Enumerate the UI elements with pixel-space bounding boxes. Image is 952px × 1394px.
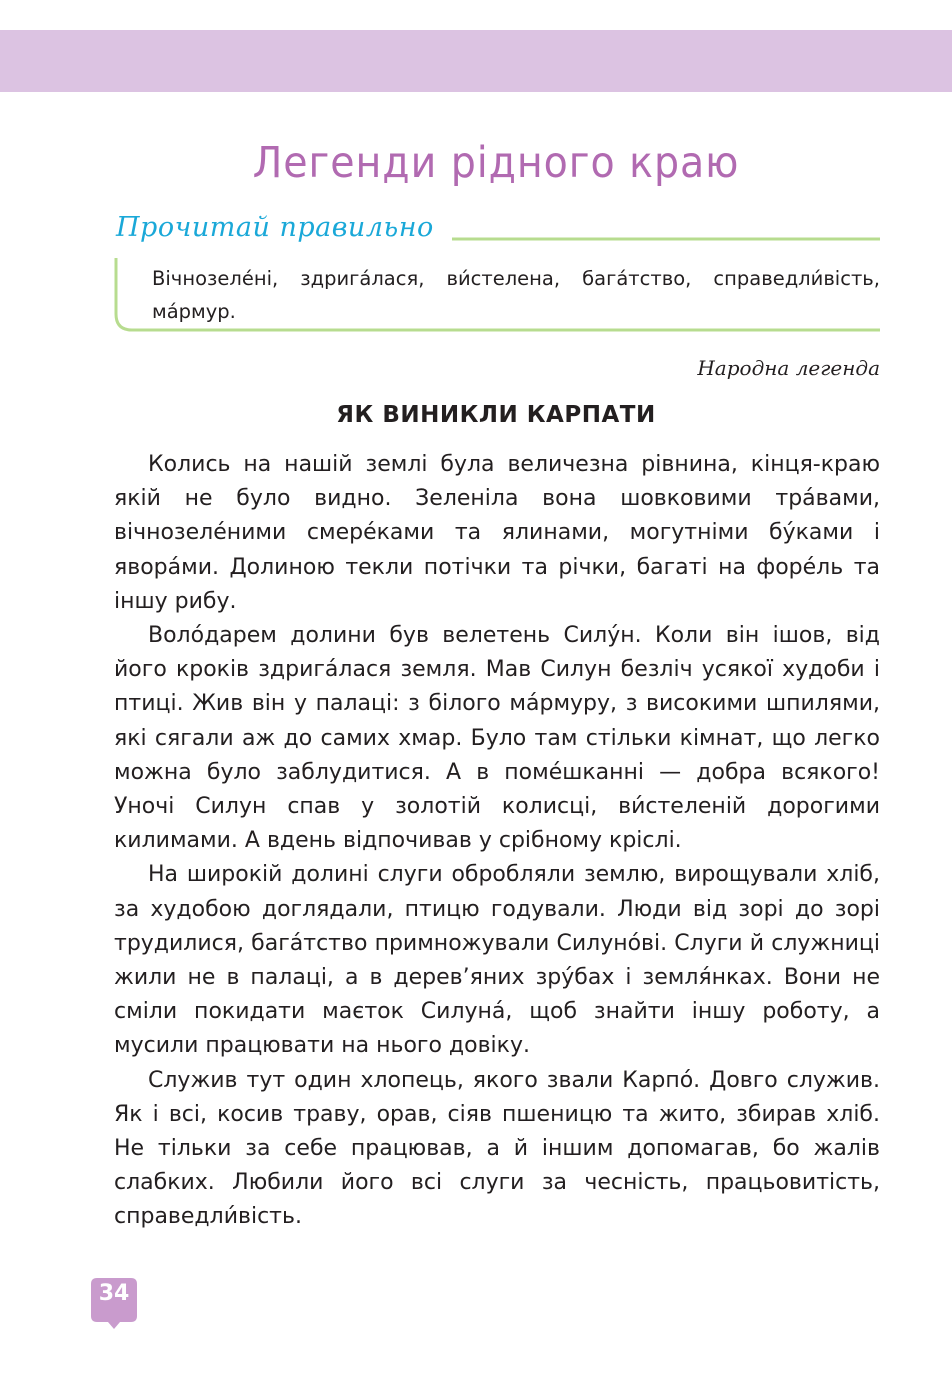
read-words-list: Вічнозеле́ні, здрига́лася, ви́стелена, бага́тство, справедли́вість, ма́рмур.: [152, 267, 880, 323]
story-paragraph-3: На широкій долині слуги обробляли землю, вирощували хліб, за худобою доглядали, птицю годували. Люди від зорі до зорі трудилися, бага́тство примножували Силуно́ві. Слуги й служниці жили не в палаці, а в дерев’яних зру́бах і земля́нках. Вони не сміли покидати маєток Силуна́, щоб знайти іншу роботу, а мусили працювати на нього довіку.: [114, 862, 880, 1059]
story-paragraph-2: Воло́дарем долини був велетень Силу́н. Коли він ішов, від його кроків здрига́лася земля. Мав Силун безліч усякої худоби і птиці. Жив він у палаці: з білого ма́рмуру, з високими шпилями, які сягали аж до самих хмар. Було там стільки кімнат, що легко можна було заблудитися. А в помéшканні — добра всякого! Уночі Силун спав у золотій колисці, ви́стеленій дорогими килимами. А вдень відпочивав у срібному кріслі.: [114, 623, 880, 854]
story-title: ЯК ВИНИКЛИ КАРПАТИ: [336, 402, 656, 428]
read-correctly-heading: Прочитай правильно: [116, 212, 434, 243]
story-source: Народна легенда: [697, 356, 880, 380]
story-paragraph-1: Колись на нашій землі була величезна рівнина, кінця-краю якій не було видно. Зеленіла вона шовковими тра́вами, вічнозеле́ними смере́ками та ялинами, могутніми бу́ками і явора́ми. Долиною текли потічки та річки, багаті на форе́ль та іншу рибу.: [114, 452, 880, 614]
story-paragraph-4: Служив тут один хлопець, якого звали Карпо́. Довго служив. Як і всі, косив траву, орав, сіяв пшеницю та жито, збирав хліб. Не тільки за себе працював, а й іншим допомагав, бо жалів слабких. Любили його всі слуги за чесність, працьовитість, справедли́вість.: [114, 1067, 880, 1230]
page-number: 34: [98, 1281, 130, 1306]
story-body: [114, 448, 880, 1235]
top-banner: [0, 30, 952, 92]
chapter-title: Легенди рідного краю: [252, 138, 740, 188]
banner-notch: [0, 30, 952, 92]
